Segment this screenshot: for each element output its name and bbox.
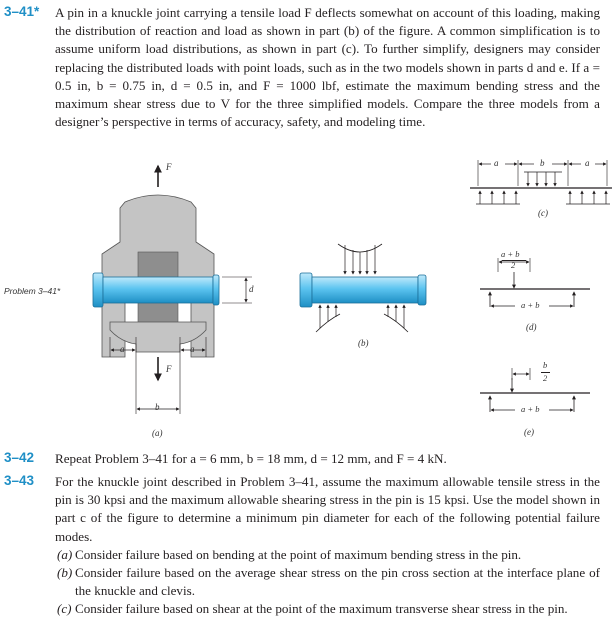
knuckle-joint-figure xyxy=(0,152,616,442)
dimension-label-apb-d: a + b xyxy=(521,300,540,310)
subpart-b-label: (b) xyxy=(57,565,73,581)
problem-number-3-43: 3–43 xyxy=(4,473,35,488)
problem-number-3-42: 3–42 xyxy=(4,450,35,465)
problem-3-43-body: For the knuckle joint described in Problem 3–41, assume the maximum allowable tensile stress in the pin is 30 kpsi and the maximum allowable shearing stress in the pin is 15 kpsi. Use the model shown in part c of the figure to determine a minimum pin diameter for each of the following potential failure modes. xyxy=(55,474,600,544)
dimension-label-a-right: a xyxy=(190,344,195,354)
part-a-knuckle-joint xyxy=(93,166,252,414)
problem-3-42-body: Repeat Problem 3–41 for a = 6 mm, b = 18 mm, d = 12 mm, and F = 4 kN. xyxy=(55,451,447,466)
subpart-a-text: Consider failure based on bending at the point of maximum bending stress in the pin. xyxy=(75,546,522,562)
label-b-half-num: b xyxy=(543,360,548,370)
subpart-a-label: (a) xyxy=(57,546,73,562)
dimension-label-a-c-right: a xyxy=(585,158,590,168)
label-apb-half-den: 2 xyxy=(511,260,516,270)
problem-number-3-41: 3–41* xyxy=(4,4,40,19)
caption-part-b: (b) xyxy=(358,338,369,348)
subpart-a xyxy=(57,546,600,564)
caption-part-c: (c) xyxy=(538,208,548,218)
dimension-label-b-part-a: b xyxy=(155,402,160,412)
caption-part-a: (a) xyxy=(152,428,163,438)
subpart-c xyxy=(57,600,600,618)
caption-part-e: (e) xyxy=(524,427,534,437)
dimension-label-apb-e: a + b xyxy=(521,404,540,414)
caption-part-d: (d) xyxy=(526,322,537,332)
problem-text-3-42 xyxy=(55,450,600,468)
part-b-pin-loads xyxy=(300,244,426,332)
problem-3-41-body: A pin in a knuckle joint carrying a tensile load F deflects somewhat on account of this loading, making the distribution of reaction and load as shown in part (b) of the figure. A common simplification is to assume uniform load distributions, as shown in part (c). To further simplify, designers may consider replacing the distributed loads with point loads, such as in the two models shown in parts d and e. If a = 0.5 in, b = 0.75 in, d = 0.5 in, and F = 1000 lbf, estimate the maximum bending stress and the maximum shear stress due to V for the three simplified models. Compare the three models from a designer’s perspective in terms of accuracy, safety, and modeling time. xyxy=(55,5,600,130)
label-b-half-den: 2 xyxy=(543,373,548,383)
force-label-top: F xyxy=(166,162,172,172)
subpart-b xyxy=(57,564,600,600)
subpart-c-text: Consider failure based on shear at the point of the maximum transverse shear stress in the pin. xyxy=(75,601,568,617)
label-apb-half-num: a + b xyxy=(501,249,520,259)
figure-side-label: Problem 3–41* xyxy=(4,286,61,296)
dimension-label-b-c: b xyxy=(540,158,545,168)
subpart-c-label: (c) xyxy=(57,601,72,617)
dimension-label-d: d xyxy=(249,284,254,294)
dimension-label-a-c-left: a xyxy=(494,158,499,168)
problem-text-3-43 xyxy=(55,473,600,619)
dimension-label-a-left: a xyxy=(120,344,125,354)
force-label-bottom: F xyxy=(166,364,172,374)
problem-text-3-41 xyxy=(55,4,600,131)
subpart-b-text: Consider failure based on the average shear stress on the pin cross section at the interface plane of the knuckle and clevis. xyxy=(75,565,600,599)
